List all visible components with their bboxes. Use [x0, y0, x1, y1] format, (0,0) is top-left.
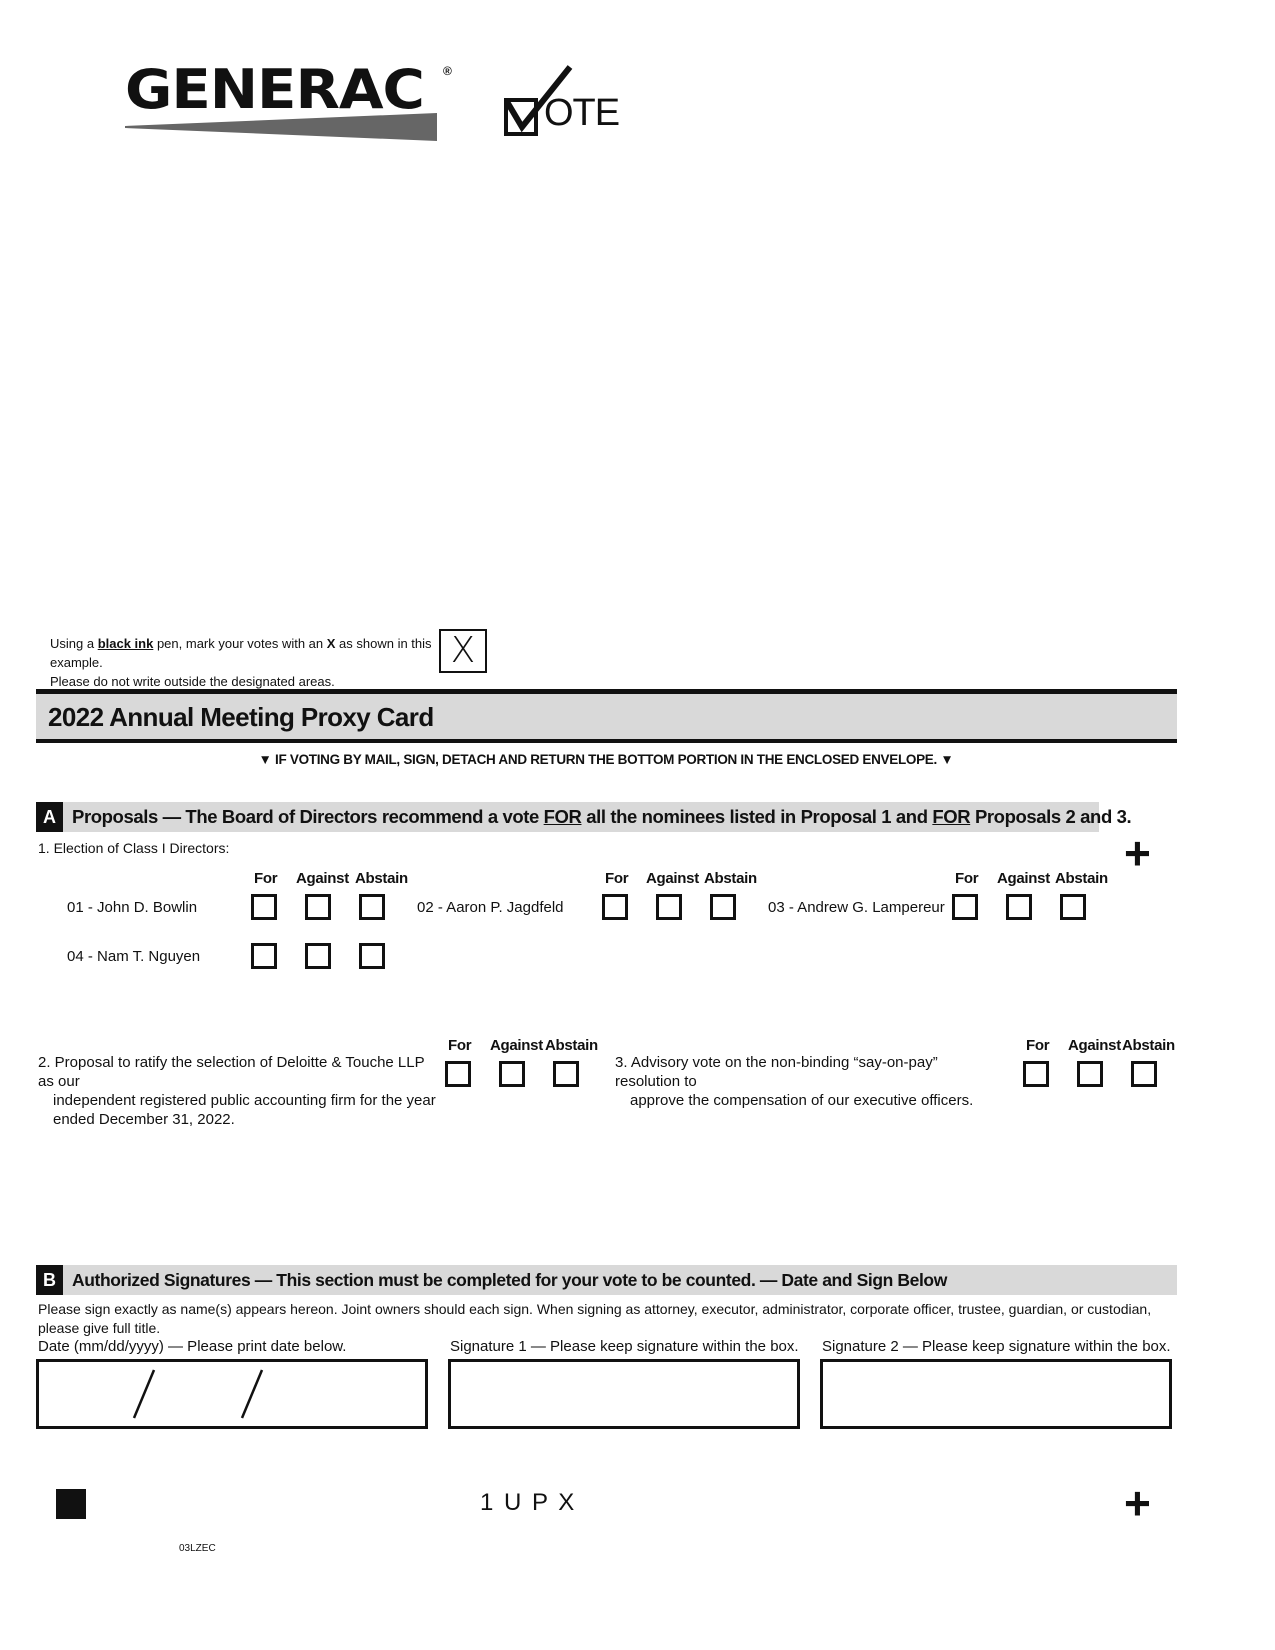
header-abstain: Abstain: [1055, 870, 1108, 887]
signature-1-label: Signature 1 — Please keep signature within the box.: [450, 1338, 799, 1355]
ink-instructions: [50, 634, 440, 691]
header-against: Against: [296, 870, 349, 887]
logo-swoosh: [125, 113, 437, 141]
nominee-03-abstain-checkbox[interactable]: [1060, 894, 1086, 920]
nominee-01-for-checkbox[interactable]: [251, 894, 277, 920]
signature-instructions: Please sign exactly as name(s) appears hereon. Joint owners should each sign. When signing as attorney, executor, administrator, corporate officer, trustee, guardian, or custodian, please give full title.: [38, 1301, 1152, 1336]
header-for: For: [1026, 1037, 1050, 1054]
registered-mark: ®: [443, 64, 452, 78]
header-for: For: [955, 870, 979, 887]
header-against: Against: [997, 870, 1050, 887]
header-for: For: [448, 1037, 472, 1054]
example-x-mark: X: [450, 630, 476, 671]
nominee-02-for-checkbox[interactable]: [602, 894, 628, 920]
page-title: 2022 Annual Meeting Proxy Card: [48, 702, 434, 732]
header-abstain: Abstain: [545, 1037, 598, 1054]
date-label: Date (mm/dd/yyyy) — Please print date below.: [38, 1338, 347, 1355]
crop-plus-bottom: +: [1124, 1477, 1151, 1529]
footer-code: 1 U P X: [480, 1489, 577, 1516]
vote-text: OTE: [544, 92, 620, 134]
nominee-02-against-checkbox[interactable]: [656, 894, 682, 920]
nominee-02-abstain-checkbox[interactable]: [710, 894, 736, 920]
signature-2-label: Signature 2 — Please keep signature within the box.: [822, 1338, 1171, 1355]
proposal-3-for-checkbox[interactable]: [1023, 1061, 1049, 1087]
header-for: For: [605, 870, 629, 887]
section-a-title: Proposals — The Board of Directors recommend a vote FOR all the nominees listed in Proposal 1 and FOR Proposals 2 and 3.: [72, 806, 1132, 827]
nominee-04-against-checkbox[interactable]: [305, 943, 331, 969]
proposal-2-against-checkbox[interactable]: [499, 1061, 525, 1087]
date-slash-icons: [39, 1362, 425, 1426]
header-abstain: Abstain: [355, 870, 408, 887]
nominee-01-name: 01 - John D. Bowlin: [67, 899, 198, 916]
header-against: Against: [490, 1037, 543, 1054]
proposal-3-abstain-checkbox[interactable]: [1131, 1061, 1157, 1087]
nominee-04-for-checkbox[interactable]: [251, 943, 277, 969]
section-b-letter: B: [36, 1265, 63, 1295]
proposal-2-text: 2. Proposal to ratify the selection of Deloitte & Touche LLP as our independent registered public accounting firm for the year ended December 31, 2022.: [38, 1054, 436, 1128]
generac-wordmark: GENERAC: [125, 58, 424, 121]
small-code: 03LZEC: [179, 1543, 216, 1554]
nominee-03-name: 03 - Andrew G. Lampereur: [768, 899, 945, 916]
nominee-04-abstain-checkbox[interactable]: [359, 943, 385, 969]
generac-logo: [125, 58, 455, 144]
vote-logo: [504, 65, 624, 140]
mail-notice: ▼ IF VOTING BY MAIL, SIGN, DETACH AND RETURN THE BOTTOM PORTION IN THE ENCLOSED ENVELOPE. ▼: [258, 752, 954, 767]
section-a-letter: A: [36, 802, 63, 832]
proposal-2-abstain-checkbox[interactable]: [553, 1061, 579, 1087]
proposal-3-against-checkbox[interactable]: [1077, 1061, 1103, 1087]
nominee-01-against-checkbox[interactable]: [305, 894, 331, 920]
header-abstain: Abstain: [704, 870, 757, 887]
proposal-2-for-checkbox[interactable]: [445, 1061, 471, 1087]
nominee-03-for-checkbox[interactable]: [952, 894, 978, 920]
nominee-02-name: 02 - Aaron P. Jagdfeld: [417, 899, 564, 916]
signature-2-box[interactable]: [820, 1359, 1172, 1429]
example-x-box: [439, 629, 487, 673]
nominee-04-name: 04 - Nam T. Nguyen: [67, 948, 201, 965]
instruction-line-2: Please do not write outside the designated areas.: [50, 674, 335, 689]
date-input-box[interactable]: [36, 1359, 428, 1429]
nominee-03-against-checkbox[interactable]: [1006, 894, 1032, 920]
header-abstain: Abstain: [1122, 1037, 1175, 1054]
nominee-01-abstain-checkbox[interactable]: [359, 894, 385, 920]
header-for: For: [254, 870, 278, 887]
signature-1-box[interactable]: [448, 1359, 800, 1429]
black-ink-emphasis: black ink: [97, 636, 154, 651]
registration-mark-square: [56, 1489, 86, 1519]
header-against: Against: [1068, 1037, 1121, 1054]
title-bottom-rule: [36, 739, 1177, 743]
section-b-title: Authorized Signatures — This section must be completed for your vote to be counted. — Date and Sign Below: [72, 1270, 947, 1290]
crop-plus-top: +: [1124, 827, 1151, 879]
header-against: Against: [646, 870, 699, 887]
proposal-1-label: 1. Election of Class I Directors:: [38, 840, 230, 856]
proposal-3-text: 3. Advisory vote on the non-binding “say-on-pay” resolution to approve the compensation of our executive officers.: [615, 1054, 974, 1109]
instruction-line-1: Using a black ink pen, mark your votes with an X as shown in this example.: [50, 636, 432, 670]
